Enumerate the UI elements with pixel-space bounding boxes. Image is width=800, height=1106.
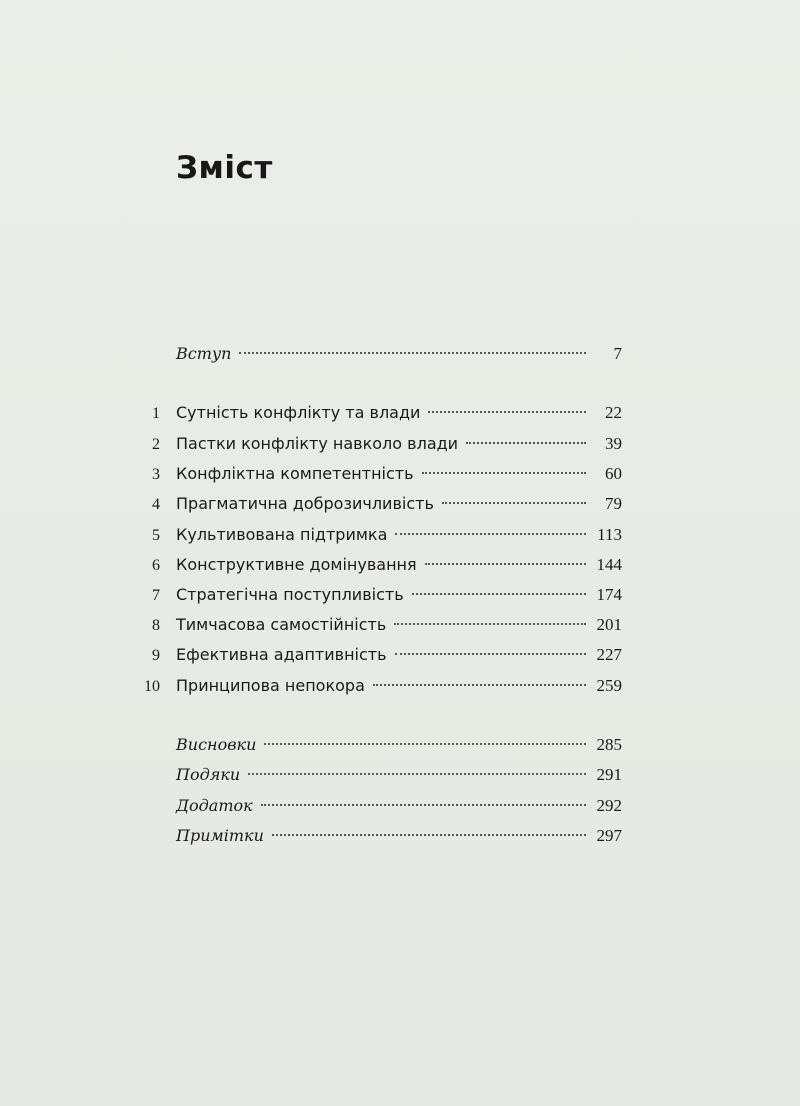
dot-leader	[373, 684, 586, 686]
toc-entry-chapter	[130, 585, 622, 613]
toc-entry-chapter	[130, 403, 622, 431]
entry-page-number: 297	[596, 826, 622, 845]
dot-leader	[412, 593, 586, 595]
entry-page-number: 174	[596, 585, 622, 604]
entry-page-number: 39	[605, 434, 622, 453]
entry-number: 6	[152, 557, 160, 574]
entry-number: 10	[144, 678, 160, 695]
dot-leader	[395, 533, 586, 535]
entry-page-number: 144	[596, 555, 622, 574]
entry-title: Вступ	[176, 344, 232, 363]
entry-number: 1	[152, 405, 160, 422]
dot-leader	[425, 563, 586, 565]
dot-leader	[466, 442, 586, 444]
page-title: Зміст	[176, 150, 273, 186]
entry-number: 7	[152, 587, 160, 604]
entry-page-number: 285	[596, 735, 622, 754]
entry-number: 4	[152, 496, 160, 513]
entry-page-number: 60	[605, 464, 622, 483]
entry-title: Сутність конфлікту та влади	[176, 403, 421, 422]
dot-leader	[261, 804, 586, 806]
toc-entry-chapter	[130, 615, 622, 643]
entry-title: Конфліктна компетентність	[176, 464, 414, 483]
toc-entry-appendix	[130, 796, 622, 824]
toc-entry-chapter	[130, 434, 622, 462]
entry-number: 5	[152, 527, 160, 544]
toc-entry-chapter	[130, 645, 622, 673]
toc-entry-acknowledgements	[130, 765, 622, 793]
entry-page-number: 259	[596, 676, 622, 695]
entry-number: 2	[152, 436, 160, 453]
dot-leader	[248, 773, 586, 775]
entry-title: Принципова непокора	[176, 676, 365, 695]
toc-entry-chapter	[130, 525, 622, 553]
dot-leader	[272, 834, 586, 836]
toc-entry-conclusions	[130, 735, 622, 763]
toc-entry-notes	[130, 826, 622, 854]
entry-title: Додаток	[176, 796, 253, 815]
entry-title: Ефективна адаптивність	[176, 645, 387, 664]
dot-leader	[422, 472, 586, 474]
entry-title: Висновки	[176, 735, 257, 754]
dot-leader	[428, 411, 586, 413]
entry-page-number: 292	[596, 796, 622, 815]
entry-page-number: 201	[596, 615, 622, 634]
toc-entry-chapter	[130, 555, 622, 583]
entry-page-number: 79	[605, 494, 622, 513]
entry-title: Культивована підтримка	[176, 525, 388, 544]
entry-number: 3	[152, 466, 160, 483]
entry-title: Прагматична доброзичливість	[176, 494, 434, 513]
entry-page-number: 113	[597, 525, 622, 544]
dot-leader	[264, 743, 586, 745]
entry-page-number: 22	[605, 403, 622, 422]
entry-title: Подяки	[176, 765, 241, 784]
entry-title: Стратегічна поступливість	[176, 585, 404, 604]
toc-entry-intro	[130, 344, 622, 372]
entry-title: Тимчасова самостійність	[176, 615, 387, 634]
dot-leader	[239, 352, 586, 354]
entry-title: Примітки	[176, 826, 264, 845]
toc-entry-chapter	[130, 464, 622, 492]
entry-number: 9	[152, 647, 160, 664]
entry-title: Конструктивне домінування	[176, 555, 417, 574]
dot-leader	[394, 623, 586, 625]
entry-number: 8	[152, 617, 160, 634]
dot-leader	[442, 502, 586, 504]
entry-title: Пастки конфлікту навколо влади	[176, 434, 459, 453]
toc-entry-chapter	[130, 676, 622, 704]
entry-page-number: 227	[596, 645, 622, 664]
entry-page-number: 291	[596, 765, 622, 784]
entry-page-number: 7	[613, 344, 622, 363]
toc-entry-chapter	[130, 494, 622, 522]
dot-leader	[395, 653, 586, 655]
